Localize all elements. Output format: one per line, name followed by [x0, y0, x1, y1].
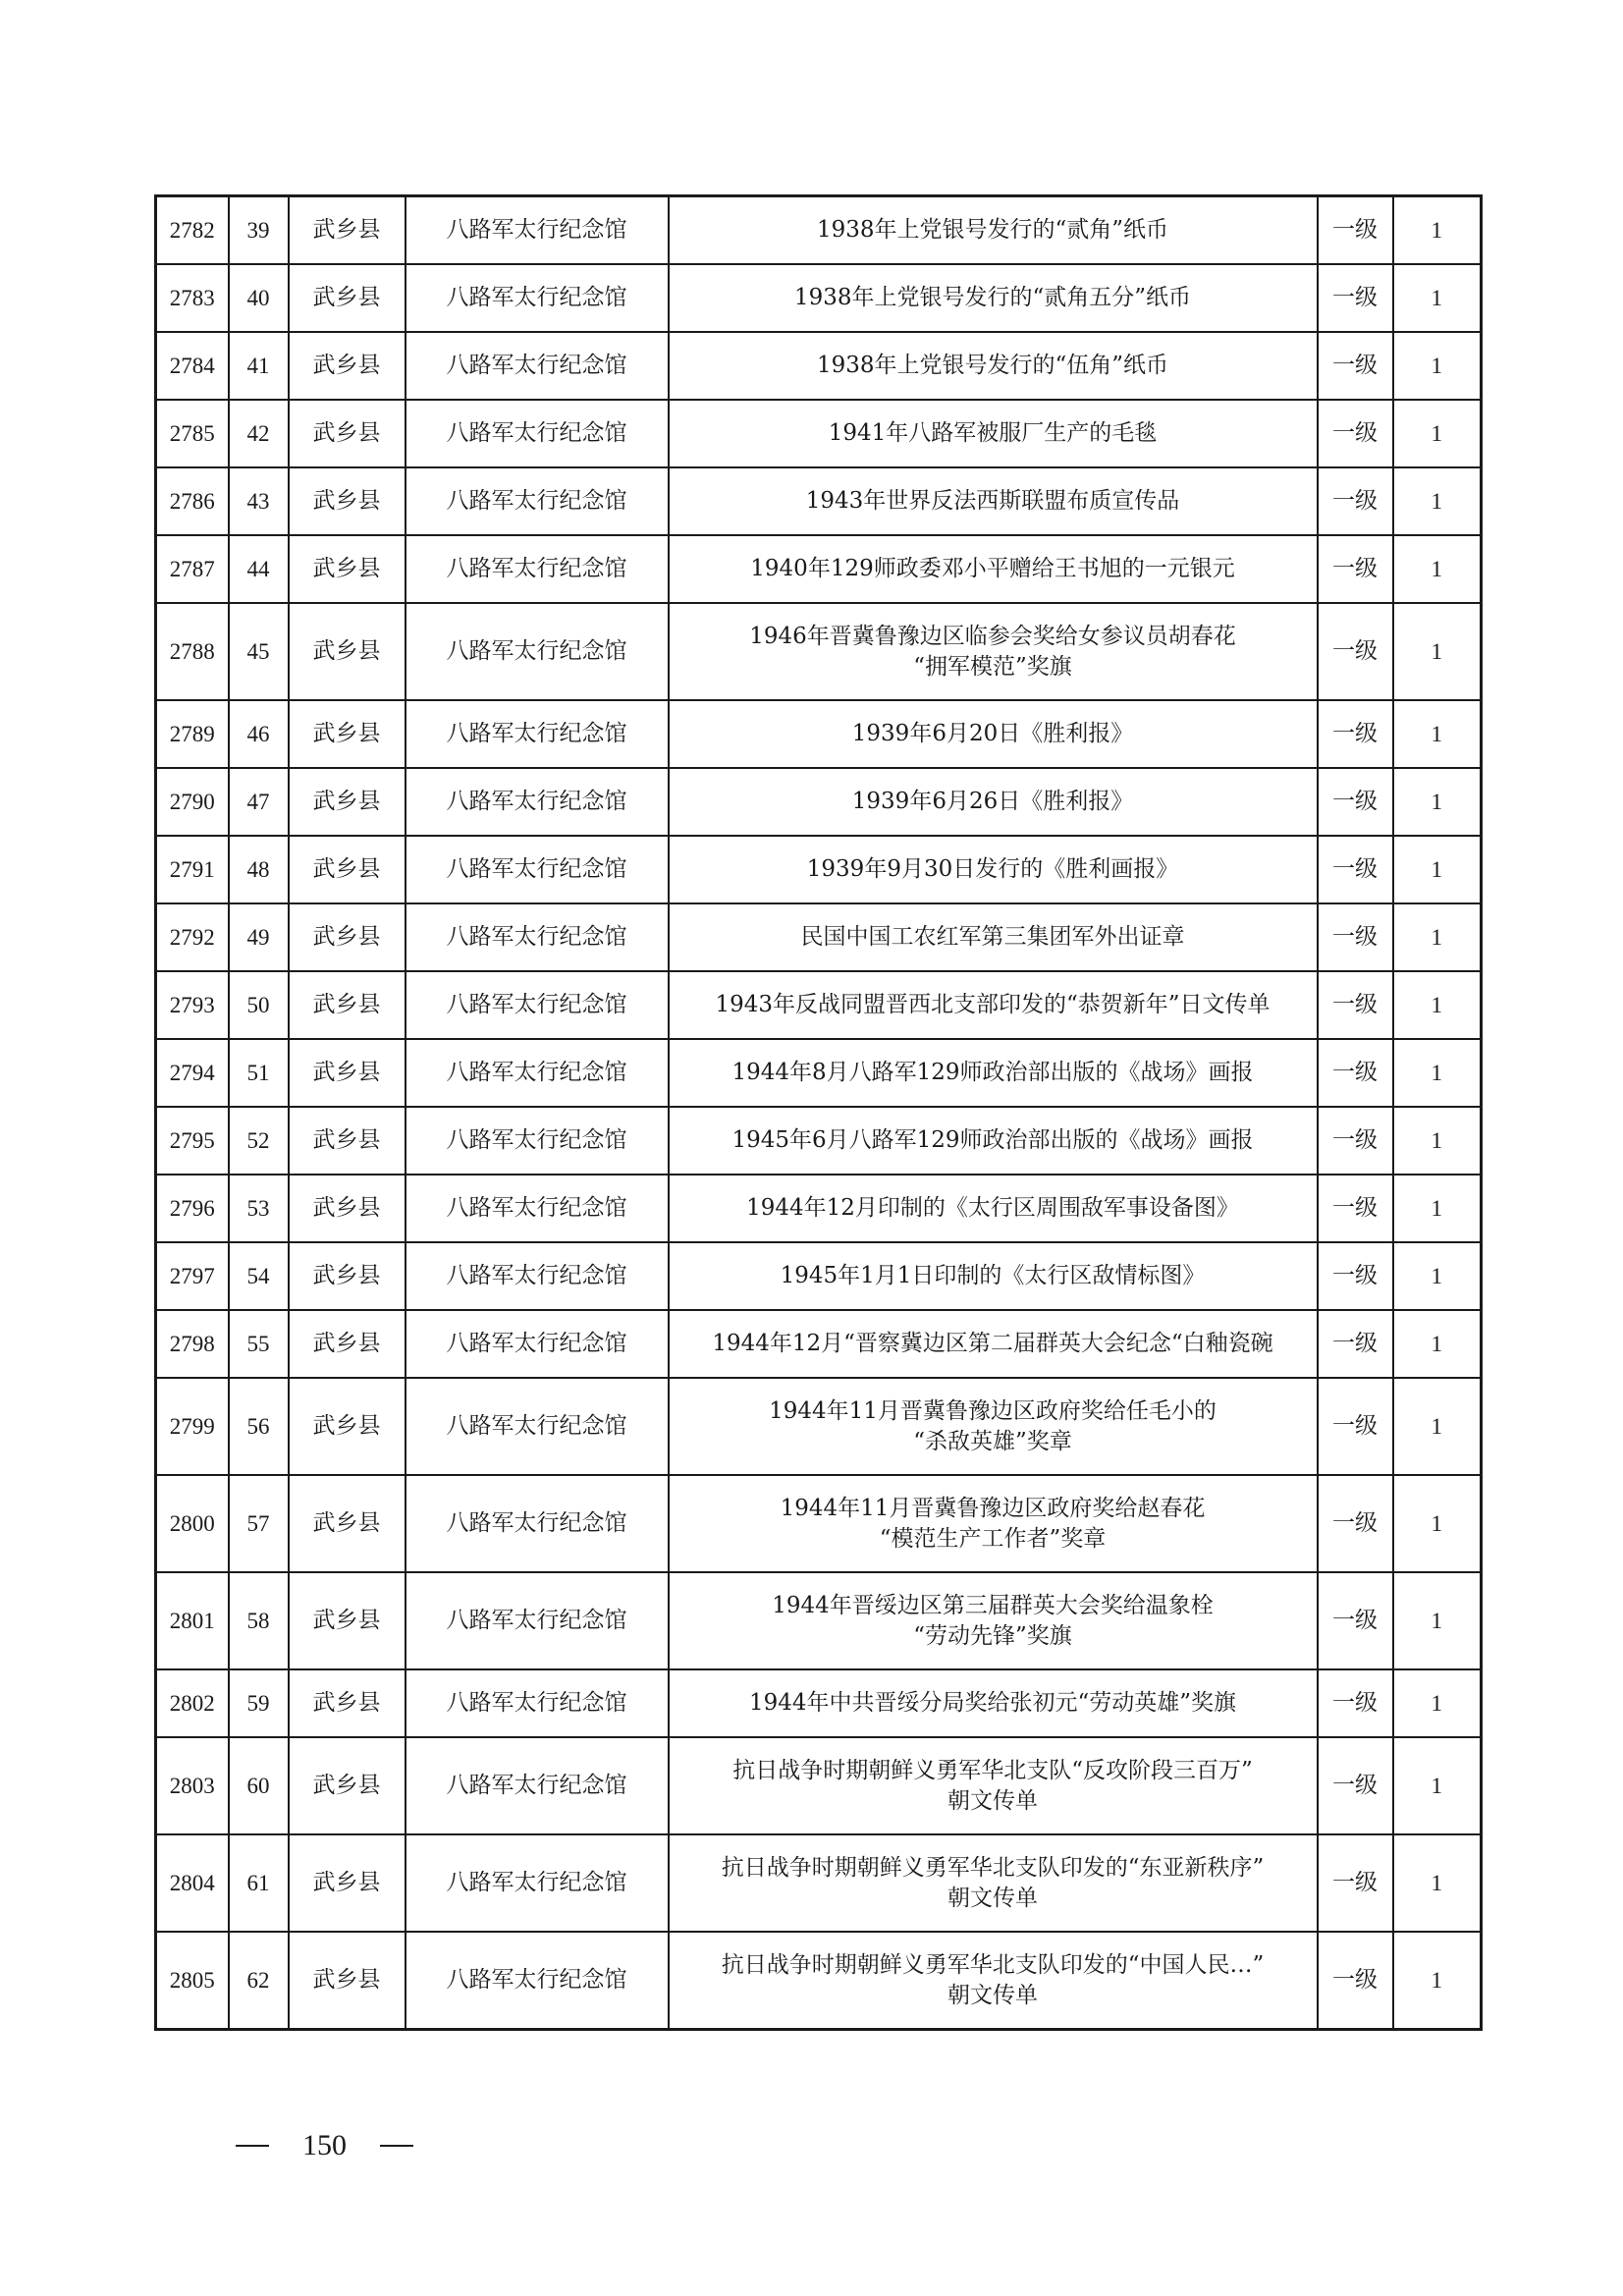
- table-row: [156, 467, 1482, 535]
- table-row: [156, 1475, 1482, 1572]
- grade-cell: 一级: [1318, 1932, 1393, 2030]
- quantity-cell: 1: [1393, 400, 1482, 467]
- serial-number-cell: 2798: [156, 1310, 229, 1378]
- grade-cell: 一级: [1318, 836, 1393, 903]
- grade-cell: 一级: [1318, 700, 1393, 768]
- relic-name-line: 1939年6月20日《胜利报》: [851, 721, 1134, 746]
- footer-dash-right: [380, 2145, 413, 2147]
- county-cell: 武乡县: [289, 264, 406, 332]
- footer-dash-left: [236, 2145, 269, 2147]
- page-number: 150: [302, 2129, 347, 2161]
- relic-name-line: 抗日战争时期朝鲜义勇军华北支队印发的“东亚新秩序”: [721, 1854, 1265, 1881]
- relic-name-line: “劳动先锋”奖旗: [913, 1622, 1072, 1649]
- sequence-number-cell: 45: [229, 603, 289, 700]
- table-row: [156, 1107, 1482, 1175]
- serial-number-cell: 2785: [156, 400, 229, 467]
- serial-number-cell: 2787: [156, 535, 229, 603]
- quantity-cell: 1: [1393, 603, 1482, 700]
- county-cell: 武乡县: [289, 1475, 406, 1572]
- serial-number-cell: 2794: [156, 1039, 229, 1107]
- relic-name-cell: [669, 700, 1318, 768]
- grade-cell: 一级: [1318, 1242, 1393, 1310]
- sequence-number-cell: 58: [229, 1572, 289, 1669]
- relic-name-cell: [669, 1932, 1318, 2030]
- sequence-number-cell: 51: [229, 1039, 289, 1107]
- museum-cell: 八路军太行纪念馆: [406, 1107, 669, 1175]
- museum-cell: 八路军太行纪念馆: [406, 1175, 669, 1242]
- grade-cell: 一级: [1318, 903, 1393, 971]
- sequence-number-cell: 39: [229, 196, 289, 265]
- table-row: [156, 1737, 1482, 1834]
- museum-cell: 八路军太行纪念馆: [406, 1475, 669, 1572]
- quantity-cell: 1: [1393, 1475, 1482, 1572]
- county-cell: 武乡县: [289, 332, 406, 400]
- quantity-cell: 1: [1393, 836, 1482, 903]
- relic-name-line: 民国中国工农红军第三集团军外出证章: [800, 924, 1185, 950]
- relic-name-cell: [669, 332, 1318, 400]
- serial-number-cell: 2791: [156, 836, 229, 903]
- sequence-number-cell: 55: [229, 1310, 289, 1378]
- relic-name-line: 1944年中共晋绥分局奖给张初元“劳动英雄”奖旗: [748, 1690, 1237, 1716]
- table-row: [156, 535, 1482, 603]
- grade-cell: 一级: [1318, 400, 1393, 467]
- relic-name-cell: [669, 1572, 1318, 1669]
- county-cell: 武乡县: [289, 1378, 406, 1475]
- quantity-cell: 1: [1393, 1107, 1482, 1175]
- museum-cell: 八路军太行纪念馆: [406, 535, 669, 603]
- relic-name-cell: [669, 196, 1318, 265]
- relic-name-line: 朝文传单: [947, 1787, 1038, 1814]
- serial-number-cell: 2786: [156, 467, 229, 535]
- relic-name-line: 1943年反战同盟晋西北支部印发的“恭贺新年”日文传单: [715, 992, 1271, 1017]
- county-cell: 武乡县: [289, 700, 406, 768]
- sequence-number-cell: 46: [229, 700, 289, 768]
- relic-name-cell: [669, 903, 1318, 971]
- grade-cell: 一级: [1318, 768, 1393, 836]
- quantity-cell: 1: [1393, 1310, 1482, 1378]
- serial-number-cell: 2795: [156, 1107, 229, 1175]
- relic-name-line: 1938年上党银号发行的“伍角”纸币: [816, 353, 1169, 378]
- table-row: [156, 1378, 1482, 1475]
- table-row: [156, 603, 1482, 700]
- sequence-number-cell: 59: [229, 1669, 289, 1737]
- sequence-number-cell: 53: [229, 1175, 289, 1242]
- relic-name-cell: [669, 1737, 1318, 1834]
- relics-table: [154, 194, 1483, 2031]
- relic-name-cell: [669, 1834, 1318, 1932]
- sequence-number-cell: 61: [229, 1834, 289, 1932]
- relic-name-line: 1939年6月26日《胜利报》: [851, 789, 1134, 814]
- grade-cell: 一级: [1318, 1669, 1393, 1737]
- relic-name-cell: [669, 1107, 1318, 1175]
- county-cell: 武乡县: [289, 196, 406, 265]
- sequence-number-cell: 44: [229, 535, 289, 603]
- museum-cell: 八路军太行纪念馆: [406, 1039, 669, 1107]
- table-row: [156, 1669, 1482, 1737]
- relic-name-cell: [669, 1310, 1318, 1378]
- quantity-cell: 1: [1393, 1834, 1482, 1932]
- relic-name-cell: [669, 1039, 1318, 1107]
- relic-name-line: 1944年11月晋冀鲁豫边区政府奖给任毛小的: [769, 1397, 1217, 1424]
- museum-cell: 八路军太行纪念馆: [406, 836, 669, 903]
- county-cell: 武乡县: [289, 1834, 406, 1932]
- county-cell: 武乡县: [289, 603, 406, 700]
- grade-cell: 一级: [1318, 1378, 1393, 1475]
- relic-name-cell: [669, 768, 1318, 836]
- relic-name-cell: [669, 836, 1318, 903]
- county-cell: 武乡县: [289, 1039, 406, 1107]
- museum-cell: 八路军太行纪念馆: [406, 1572, 669, 1669]
- quantity-cell: 1: [1393, 332, 1482, 400]
- relic-name-line: 抗日战争时期朝鲜义勇军华北支队“反攻阶段三百万”: [732, 1757, 1253, 1783]
- table-row: [156, 264, 1482, 332]
- grade-cell: 一级: [1318, 1475, 1393, 1572]
- grade-cell: 一级: [1318, 1310, 1393, 1378]
- relic-name-cell: [669, 1669, 1318, 1737]
- sequence-number-cell: 57: [229, 1475, 289, 1572]
- serial-number-cell: 2784: [156, 332, 229, 400]
- quantity-cell: 1: [1393, 1669, 1482, 1737]
- serial-number-cell: 2801: [156, 1572, 229, 1669]
- serial-number-cell: 2792: [156, 903, 229, 971]
- grade-cell: 一级: [1318, 467, 1393, 535]
- museum-cell: 八路军太行纪念馆: [406, 467, 669, 535]
- relic-name-line: 抗日战争时期朝鲜义勇军华北支队印发的“中国人民…”: [721, 1951, 1265, 1978]
- county-cell: 武乡县: [289, 400, 406, 467]
- sequence-number-cell: 48: [229, 836, 289, 903]
- grade-cell: 一级: [1318, 264, 1393, 332]
- relic-name-line: 1938年上党银号发行的“贰角五分”纸币: [793, 285, 1192, 310]
- quantity-cell: 1: [1393, 196, 1482, 265]
- grade-cell: 一级: [1318, 1834, 1393, 1932]
- quantity-cell: 1: [1393, 1572, 1482, 1669]
- sequence-number-cell: 60: [229, 1737, 289, 1834]
- quantity-cell: 1: [1393, 700, 1482, 768]
- table-row: [156, 1039, 1482, 1107]
- relic-name-cell: [669, 400, 1318, 467]
- museum-cell: 八路军太行纪念馆: [406, 768, 669, 836]
- table-row: [156, 400, 1482, 467]
- relic-name-line: 1944年12月“晋察冀边区第二届群英大会纪念“白釉瓷碗: [712, 1331, 1273, 1356]
- grade-cell: 一级: [1318, 1107, 1393, 1175]
- serial-number-cell: 2793: [156, 971, 229, 1039]
- museum-cell: 八路军太行纪念馆: [406, 196, 669, 265]
- quantity-cell: 1: [1393, 971, 1482, 1039]
- sequence-number-cell: 43: [229, 467, 289, 535]
- table-row: [156, 1310, 1482, 1378]
- relic-name-cell: [669, 1378, 1318, 1475]
- museum-cell: 八路军太行纪念馆: [406, 264, 669, 332]
- relic-name-line: 1945年6月八路军129师政治部出版的《战场》画报: [731, 1127, 1254, 1153]
- relic-name-line: 1943年世界反法西斯联盟布质宣传品: [805, 488, 1180, 514]
- sequence-number-cell: 52: [229, 1107, 289, 1175]
- museum-cell: 八路军太行纪念馆: [406, 1834, 669, 1932]
- serial-number-cell: 2789: [156, 700, 229, 768]
- table-row: [156, 700, 1482, 768]
- county-cell: 武乡县: [289, 768, 406, 836]
- sequence-number-cell: 62: [229, 1932, 289, 2030]
- table-row: [156, 903, 1482, 971]
- relic-name-cell: [669, 264, 1318, 332]
- quantity-cell: 1: [1393, 768, 1482, 836]
- serial-number-cell: 2799: [156, 1378, 229, 1475]
- table-row: [156, 196, 1482, 265]
- county-cell: 武乡县: [289, 836, 406, 903]
- relic-name-line: “拥军模范”奖旗: [913, 653, 1072, 680]
- sequence-number-cell: 56: [229, 1378, 289, 1475]
- county-cell: 武乡县: [289, 971, 406, 1039]
- museum-cell: 八路军太行纪念馆: [406, 903, 669, 971]
- relic-name-cell: [669, 1475, 1318, 1572]
- relic-name-line: 1945年1月1日印制的《太行区敌情标图》: [780, 1263, 1206, 1288]
- county-cell: 武乡县: [289, 1737, 406, 1834]
- grade-cell: 一级: [1318, 332, 1393, 400]
- page-footer: [236, 2129, 413, 2162]
- serial-number-cell: 2803: [156, 1737, 229, 1834]
- county-cell: 武乡县: [289, 467, 406, 535]
- sequence-number-cell: 54: [229, 1242, 289, 1310]
- quantity-cell: 1: [1393, 264, 1482, 332]
- sequence-number-cell: 47: [229, 768, 289, 836]
- museum-cell: 八路军太行纪念馆: [406, 1242, 669, 1310]
- relic-name-line: 1946年晋冀鲁豫边区临参会奖给女参议员胡春花: [749, 623, 1236, 649]
- table-row: [156, 1175, 1482, 1242]
- quantity-cell: 1: [1393, 1932, 1482, 2030]
- county-cell: 武乡县: [289, 535, 406, 603]
- grade-cell: 一级: [1318, 1175, 1393, 1242]
- relic-name-line: “杀敌英雄”奖章: [913, 1428, 1072, 1454]
- relic-name-line: 1944年11月晋冀鲁豫边区政府奖给赵春花: [780, 1495, 1206, 1521]
- relic-name-line: 1938年上党银号发行的“贰角”纸币: [816, 217, 1169, 243]
- serial-number-cell: 2783: [156, 264, 229, 332]
- serial-number-cell: 2800: [156, 1475, 229, 1572]
- grade-cell: 一级: [1318, 1737, 1393, 1834]
- museum-cell: 八路军太行纪念馆: [406, 700, 669, 768]
- county-cell: 武乡县: [289, 1242, 406, 1310]
- relic-name-line: 1940年129师政委邓小平赠给王书旭的一元银元: [750, 556, 1235, 581]
- relic-name-line: 朝文传单: [947, 1982, 1038, 2008]
- grade-cell: 一级: [1318, 535, 1393, 603]
- county-cell: 武乡县: [289, 1669, 406, 1737]
- quantity-cell: 1: [1393, 1175, 1482, 1242]
- relic-name-cell: [669, 603, 1318, 700]
- relic-name-line: 1944年8月八路军129师政治部出版的《战场》画报: [731, 1060, 1254, 1085]
- serial-number-cell: 2804: [156, 1834, 229, 1932]
- sequence-number-cell: 50: [229, 971, 289, 1039]
- county-cell: 武乡县: [289, 1175, 406, 1242]
- relic-name-line: 1939年9月30日发行的《胜利画报》: [806, 856, 1179, 882]
- grade-cell: 一级: [1318, 1039, 1393, 1107]
- quantity-cell: 1: [1393, 903, 1482, 971]
- relic-name-cell: [669, 535, 1318, 603]
- relic-name-line: 1941年八路军被服厂生产的毛毯: [828, 420, 1158, 446]
- relic-name-line: 1944年晋绥边区第三届群英大会奖给温象栓: [772, 1592, 1214, 1618]
- relic-name-cell: [669, 971, 1318, 1039]
- sequence-number-cell: 41: [229, 332, 289, 400]
- serial-number-cell: 2802: [156, 1669, 229, 1737]
- museum-cell: 八路军太行纪念馆: [406, 1378, 669, 1475]
- sequence-number-cell: 49: [229, 903, 289, 971]
- quantity-cell: 1: [1393, 1378, 1482, 1475]
- grade-cell: 一级: [1318, 971, 1393, 1039]
- table-row: [156, 332, 1482, 400]
- county-cell: 武乡县: [289, 903, 406, 971]
- sequence-number-cell: 42: [229, 400, 289, 467]
- grade-cell: 一级: [1318, 1572, 1393, 1669]
- relic-name-line: 1944年12月印制的《太行区周围敌军事设备图》: [746, 1195, 1239, 1221]
- museum-cell: 八路军太行纪念馆: [406, 400, 669, 467]
- relic-name-line: “模范生产工作者”奖章: [879, 1525, 1107, 1552]
- relics-table-body: [156, 196, 1482, 2030]
- county-cell: 武乡县: [289, 1572, 406, 1669]
- serial-number-cell: 2790: [156, 768, 229, 836]
- museum-cell: 八路军太行纪念馆: [406, 1310, 669, 1378]
- relic-name-cell: [669, 1242, 1318, 1310]
- relic-name-cell: [669, 467, 1318, 535]
- serial-number-cell: 2796: [156, 1175, 229, 1242]
- serial-number-cell: 2782: [156, 196, 229, 265]
- quantity-cell: 1: [1393, 1039, 1482, 1107]
- quantity-cell: 1: [1393, 535, 1482, 603]
- serial-number-cell: 2805: [156, 1932, 229, 2030]
- table-row: [156, 1834, 1482, 1932]
- grade-cell: 一级: [1318, 603, 1393, 700]
- serial-number-cell: 2788: [156, 603, 229, 700]
- county-cell: 武乡县: [289, 1107, 406, 1175]
- table-row: [156, 768, 1482, 836]
- quantity-cell: 1: [1393, 1737, 1482, 1834]
- table-row: [156, 1242, 1482, 1310]
- serial-number-cell: 2797: [156, 1242, 229, 1310]
- museum-cell: 八路军太行纪念馆: [406, 971, 669, 1039]
- museum-cell: 八路军太行纪念馆: [406, 1669, 669, 1737]
- table-row: [156, 1572, 1482, 1669]
- museum-cell: 八路军太行纪念馆: [406, 1737, 669, 1834]
- table-row: [156, 1932, 1482, 2030]
- quantity-cell: 1: [1393, 1242, 1482, 1310]
- museum-cell: 八路军太行纪念馆: [406, 332, 669, 400]
- grade-cell: 一级: [1318, 196, 1393, 265]
- table-row: [156, 971, 1482, 1039]
- sequence-number-cell: 40: [229, 264, 289, 332]
- table-row: [156, 836, 1482, 903]
- relic-name-line: 朝文传单: [947, 1885, 1038, 1911]
- museum-cell: 八路军太行纪念馆: [406, 603, 669, 700]
- museum-cell: 八路军太行纪念馆: [406, 1932, 669, 2030]
- county-cell: 武乡县: [289, 1932, 406, 2030]
- relic-name-cell: [669, 1175, 1318, 1242]
- quantity-cell: 1: [1393, 467, 1482, 535]
- county-cell: 武乡县: [289, 1310, 406, 1378]
